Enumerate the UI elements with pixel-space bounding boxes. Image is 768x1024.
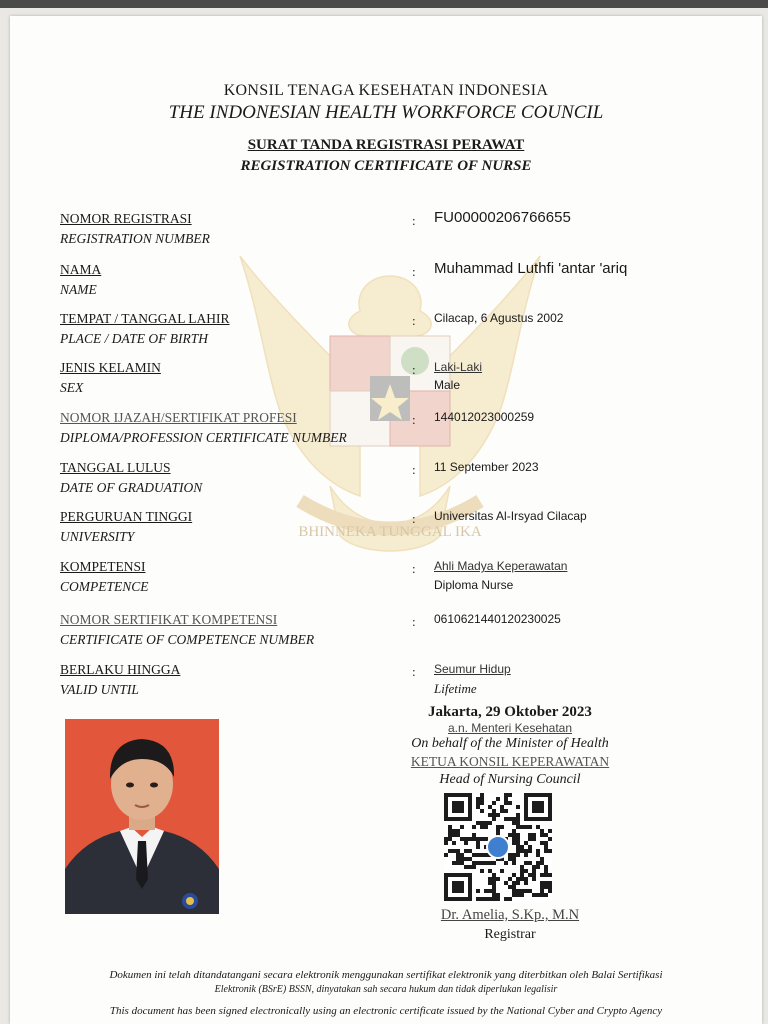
label-id: NOMOR IJAZAH/SERTIFIKAT PROFESI <box>60 410 297 425</box>
label-id: JENIS KELAMIN <box>60 360 161 375</box>
colon: : <box>412 511 416 526</box>
colon: : <box>412 664 416 679</box>
field-sex <box>60 360 750 404</box>
label-en: SEX <box>60 380 84 395</box>
svg-text:BHINNEKA TUNGGAL IKA: BHINNEKA TUNGGAL IKA <box>298 524 482 540</box>
label-en: CERTIFICATE OF COMPETENCE NUMBER <box>60 632 315 647</box>
label-en: UNIVERSITY <box>60 529 135 544</box>
signing-behalf: On behalf of the Minister of Health <box>411 736 609 751</box>
graduation-date-value: 11 September 2023 <box>434 460 539 474</box>
sex-value: Laki-Laki <box>434 360 483 374</box>
competence-value: Ahli Madya Keperawatan <box>434 559 568 573</box>
field-graduation-date <box>60 460 750 504</box>
colon: : <box>412 362 416 377</box>
name-value: Muhammad Luthfi 'antar 'ariq <box>434 260 628 277</box>
colon: : <box>412 412 416 427</box>
valid-until-value: Seumur Hidup <box>434 662 511 676</box>
council-name-en: THE INDONESIAN HEALTH WORKFORCE COUNCIL <box>168 102 604 123</box>
label-en: COMPETENCE <box>60 579 149 594</box>
label-id: TANGGAL LULUS <box>60 460 171 475</box>
label-en: DATE OF GRADUATION <box>60 480 203 495</box>
signatory-name: Dr. Amelia, S.Kp., M.N <box>440 907 580 923</box>
field-registration-number <box>60 211 750 255</box>
footer-legal-id-line2: Elektronik (BSrE) BSSN, dinyatakan sah secara hukum dan tidak diperlukan legalisir <box>214 984 558 995</box>
competence-value-en: Diploma Nurse <box>434 578 514 592</box>
label-id: NOMOR REGISTRASI <box>60 211 192 226</box>
signatory-role: Registrar <box>484 927 536 942</box>
label-id: NAMA <box>60 262 102 277</box>
label-id: PERGURUAN TINGGI <box>60 509 193 524</box>
council-name-id: KONSIL TENAGA KESEHATAN INDONESIA <box>223 82 549 99</box>
footer-legal-en: This document has been signed electronically using an electronic certificate issued by the National Cyber and Crypto Agency <box>109 1005 663 1017</box>
label-en: DIPLOMA/PROFESSION CERTIFICATE NUMBER <box>60 430 347 445</box>
footer-legal-id-line1: Dokumen ini telah ditandatangani secara elektronik menggunakan sertifikat elektronik yang diterbitkan oleh Balai Sertifikasi <box>109 969 663 981</box>
signing-place-date: Jakarta, 29 Oktober 2023 <box>428 704 592 720</box>
label-en: PLACE / DATE OF BIRTH <box>60 331 208 346</box>
certificate-document <box>10 16 762 1024</box>
registration-number-value: FU00000206766655 <box>434 209 571 226</box>
colon: : <box>412 213 416 228</box>
field-university <box>60 509 750 553</box>
signing-an: a.n. Menteri Kesehatan <box>447 721 573 735</box>
colon: : <box>412 614 416 629</box>
field-valid-until <box>60 662 750 706</box>
window-top-bar <box>0 0 768 8</box>
valid-until-value-en: Lifetime <box>434 681 477 696</box>
colon: : <box>412 264 416 279</box>
label-id: TEMPAT / TANGGAL LAHIR <box>60 311 230 326</box>
field-name <box>60 262 750 306</box>
label-en: NAME <box>60 282 97 297</box>
colon: : <box>412 462 416 477</box>
birth-value: Cilacap, 6 Agustus 2002 <box>434 311 564 325</box>
certificate-title-id: SURAT TANDA REGISTRASI PERAWAT <box>247 137 525 153</box>
sex-value-en: Male <box>434 378 461 392</box>
colon: : <box>412 313 416 328</box>
diploma-number-value: 144012023000259 <box>434 410 535 424</box>
label-id: KOMPETENSI <box>60 559 146 574</box>
field-birth <box>60 311 750 355</box>
qr-code[interactable] <box>444 793 552 901</box>
holder-photo <box>65 719 219 914</box>
signing-head-id: KETUA KONSIL KEPERAWATAN <box>410 754 610 769</box>
field-certificate-number <box>60 612 750 656</box>
certificate-number-value: 0610621440120230025 <box>434 612 561 626</box>
label-en: VALID UNTIL <box>60 682 139 697</box>
field-competence <box>60 559 750 603</box>
colon: : <box>412 561 416 576</box>
field-diploma-number <box>60 410 750 454</box>
label-id: NOMOR SERTIFIKAT KOMPETENSI <box>60 612 278 627</box>
certificate-title-en: REGISTRATION CERTIFICATE OF NURSE <box>240 158 532 174</box>
university-value: Universitas Al-Irsyad Cilacap <box>434 509 587 523</box>
signing-head-en: Head of Nursing Council <box>439 772 581 787</box>
label-id: BERLAKU HINGGA <box>60 662 181 677</box>
label-en: REGISTRATION NUMBER <box>60 231 210 246</box>
